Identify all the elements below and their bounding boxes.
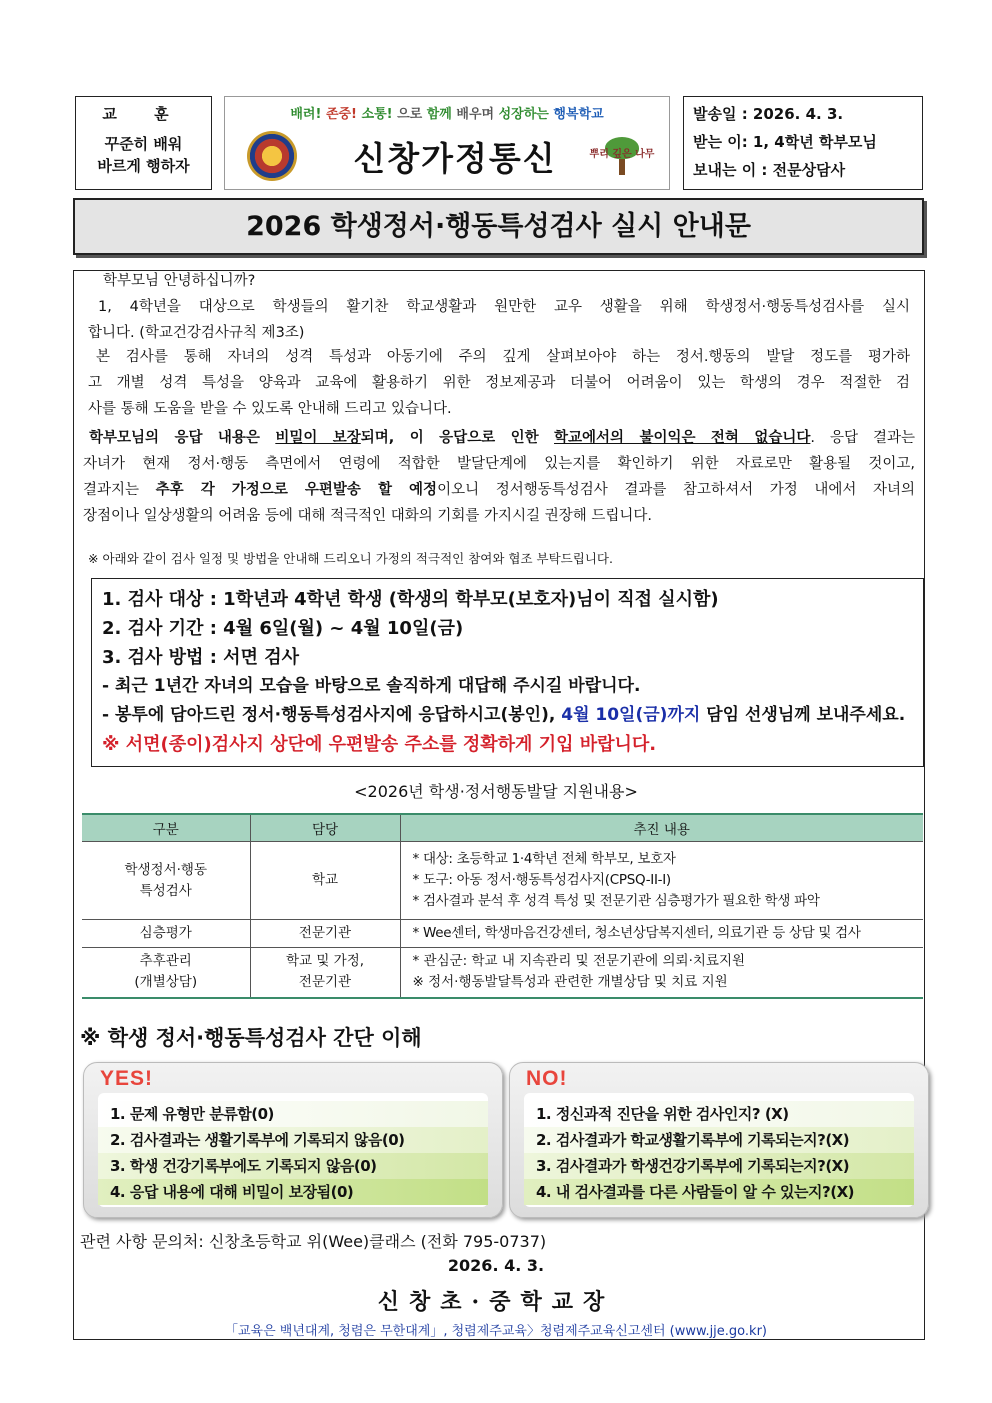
bold-text: 추후 각 가정으로 우편발송 할 예정 — [155, 482, 438, 498]
tree-logo-text: 뿌리 깊은 나무 — [589, 149, 655, 160]
slogan-word: 으로 — [397, 107, 423, 122]
column-header: 구분 — [82, 814, 250, 842]
table-cell — [250, 920, 400, 948]
cell-text: 학교 및 가정, — [285, 953, 365, 970]
cell-text: 전문기관 — [298, 974, 352, 991]
cell-text: 학생정서·행동 — [124, 861, 208, 878]
school-emblem-icon — [247, 131, 297, 181]
slogan-word: 소통! — [361, 107, 393, 122]
plain-text: - 봉투에 담아드린 정서·행동특성검사지에 응답하시고(봉인), — [102, 705, 562, 725]
list-item: 4. 내 검사결과를 다른 사람들이 알 수 있는지?(X) — [524, 1179, 914, 1205]
school-motto-box — [75, 96, 212, 190]
table-cell — [82, 948, 250, 998]
cell-text: 특성검사 — [139, 882, 192, 899]
table-row — [82, 948, 923, 998]
underlined-text: 비밀이 보장 — [275, 430, 361, 446]
intro-paragraph-1 — [88, 294, 910, 346]
exam-info-box — [91, 578, 924, 767]
text-line: 1, 4학년을 대상으로 학생들의 활기찬 학교생활과 원만한 교우 생활을 위해 학생정서·행동특성검사를 실시 — [98, 299, 910, 315]
cell-text: * Wee센터, 학생마음건강센터, 청소년상담복지센터, 의료기관 등 상담 및 검사 — [412, 925, 861, 941]
text-line — [83, 425, 915, 451]
table-header-row — [82, 814, 923, 842]
table-row — [82, 920, 923, 948]
cell-text: * 관심군: 학교 내 지속관리 및 전문기관에 의뢰·치료지원 — [412, 953, 746, 970]
yes-list — [98, 1093, 488, 1207]
table-cell — [250, 842, 400, 920]
table-cell — [82, 920, 250, 948]
integrity-campaign: 「교육은 백년대계, 청렴은 무한대계」, 청렴제주교육〉청렴제주교육신고센터 (www.jje.go.kr) — [225, 1324, 767, 1339]
deadline-text: 4월 10일(금)까지 — [561, 705, 701, 725]
table-row — [82, 842, 923, 920]
text-line — [83, 477, 915, 503]
cell-text: ※ 정서·행동발달특성과 관련한 개별상담 및 치료 지원 — [412, 974, 728, 991]
slogan-word: 존중! — [325, 107, 357, 122]
document-title: 2026 학생정서·행동특성검사 실시 안내문 — [73, 198, 924, 255]
address-warning: ※ 서면(종이)검사지 상단에 우편발송 주소를 정확하게 기입 바랍니다. — [102, 734, 657, 755]
motto-title: 교 훈 — [102, 105, 185, 123]
slogan-word: 함께 — [426, 107, 452, 122]
table-cell — [400, 920, 923, 948]
plain-text: 이오니 정서행동특성검사 결과를 참고하셔서 가정 내에서 자녀의 — [437, 482, 916, 498]
list-item: 2. 검사결과가 학교생활기록부에 기록되는지?(X) — [524, 1127, 914, 1153]
text-line: 본 검사를 통해 자녀의 성격 특성과 아동기에 주의 깊게 살펴보아야 하는 정서.행동의 발달 정도를 평가하 — [96, 349, 910, 365]
contact-info: 관련 사항 문의처: 신창초등학교 위(Wee)클래스 (전화 795-0737) — [80, 1232, 547, 1251]
section-heading: ※ 학생 정서·행동특성검사 간단 이해 — [80, 1026, 422, 1050]
motto-line-1: 꾸준히 배워 — [104, 135, 183, 153]
column-header: 추진 내용 — [400, 814, 923, 842]
slogan-word: 행복학교 — [553, 107, 604, 122]
table-cell — [400, 842, 923, 920]
column-header: 담당 — [250, 814, 400, 842]
method-detail-1: - 최근 1년간 자녀의 모습을 바탕으로 솔직하게 대답해 주시길 바랍니다. — [102, 676, 641, 696]
bold-text: 되며, 이 응답으로 인한 — [360, 430, 555, 446]
no-list — [524, 1093, 914, 1207]
list-item: 1. 정신과적 진단을 위한 검사인지? (X) — [524, 1101, 914, 1127]
table-cell — [250, 948, 400, 998]
slogan-word: 배려! — [290, 107, 322, 122]
school-slogan — [225, 103, 669, 122]
support-table-caption: <2026년 학생·정서행동발달 지원내용> — [354, 782, 638, 801]
text-line: 자녀가 현재 정서·행동 측면에서 연령에 적합한 발달단계에 있는지를 확인하기 위한 자료로만 활용될 것이고, — [83, 456, 915, 472]
plain-text: 결과지는 — [83, 482, 156, 498]
issue-date: 2026. 4. 3. — [447, 1256, 545, 1275]
list-item: 2. 검사결과는 생활기록부에 기록되지 않음(0) — [98, 1127, 488, 1153]
cell-text: 학교 — [311, 872, 339, 888]
cell-text: (개별상담) — [134, 974, 198, 991]
list-item: 3. 검사결과가 학생건강기록부에 기록되는지?(X) — [524, 1153, 914, 1179]
support-table — [82, 813, 923, 999]
cell-text: 전문기관 — [298, 925, 352, 941]
send-date: 발송일 : 2026. 4. 3. — [693, 105, 844, 123]
newsletter-masthead — [224, 96, 670, 190]
newsletter-title: 신창가정통신 — [353, 139, 557, 178]
text-line: 합니다. (학교건강검사규칙 제3조) — [88, 325, 305, 341]
exam-period: 2. 검사 기간 : 4월 6일(월) ~ 4월 10일(금) — [102, 618, 464, 639]
underlined-text: 학교에서의 불이익은 전혀 없습니다 — [554, 430, 811, 446]
tree-logo-icon — [587, 137, 657, 181]
yes-tag: YES! — [100, 1067, 154, 1090]
no-tag: NO! — [526, 1067, 568, 1090]
intro-paragraph-2 — [88, 344, 910, 422]
cell-text: * 대상: 초등학교 1·4학년 전체 학부모, 보호자 — [412, 851, 676, 867]
text-line: 사를 통해 도움을 받을 수 있도록 안내해 드리고 있습니다. — [88, 401, 452, 417]
exam-target: 1. 검사 대상 : 1학년과 4학년 학생 (학생의 학부모(보호자)님이 직접 실시함) — [102, 589, 719, 610]
plain-text: 담임 선생님께 보내주세요. — [700, 705, 906, 725]
delivery-info-box — [683, 96, 923, 190]
cell-text: 심층평가 — [139, 925, 192, 941]
motto-line-2: 바르게 행하자 — [97, 157, 190, 175]
greeting: 학부모님 안녕하십니까? — [103, 273, 256, 289]
plain-text: . 응답 결과는 — [810, 430, 915, 446]
no-card — [509, 1062, 929, 1218]
method-detail-2 — [102, 701, 923, 730]
cell-text: 추후관리 — [139, 953, 192, 970]
list-item: 3. 학생 건강기록부에도 기록되지 않음(0) — [98, 1153, 488, 1179]
list-item: 1. 문제 유형만 분류함(0) — [98, 1101, 488, 1127]
recipient: 받는 이: 1, 4학년 학부모님 — [693, 133, 877, 151]
list-item: 4. 응답 내용에 대해 비밀이 보장됨(0) — [98, 1179, 488, 1205]
intro-paragraph-3 — [83, 425, 915, 529]
principal-signature: 신창초·중학교장 — [377, 1289, 615, 1315]
text-line: 고 개별 성격 특성을 양육과 교육에 활용하기 위한 정보제공과 더불어 어려움이 있는 학생의 경우 적절한 검 — [88, 375, 910, 391]
slogan-word: 성장하는 — [498, 107, 549, 122]
exam-method: 3. 검사 방법 : 서면 검사 — [102, 647, 299, 668]
table-cell — [400, 948, 923, 998]
sender: 보내는 이 : 전문상담사 — [693, 161, 846, 179]
text-line: 장점이나 일상생활의 어려움 등에 대해 적극적인 대화의 기회를 가지시길 권장해 드립니다. — [83, 508, 652, 524]
yes-card — [83, 1062, 503, 1218]
bold-text: 학부모님의 응답 내용은 — [89, 430, 276, 446]
slogan-word: 배우며 — [456, 107, 495, 122]
cell-text: * 도구: 아동 정서·행동특성검사지(CPSQ-II-I) — [412, 872, 671, 888]
tree-trunk — [619, 159, 625, 175]
table-cell — [82, 842, 250, 920]
cell-text: * 검사결과 분석 후 성격 특성 및 전문기관 심층평가가 필요한 학생 파악 — [412, 893, 820, 909]
participation-note: ※ 아래와 같이 검사 일정 및 방법을 안내해 드리오니 가정의 적극적인 참여와 협조 부탁드립니다. — [88, 551, 613, 566]
